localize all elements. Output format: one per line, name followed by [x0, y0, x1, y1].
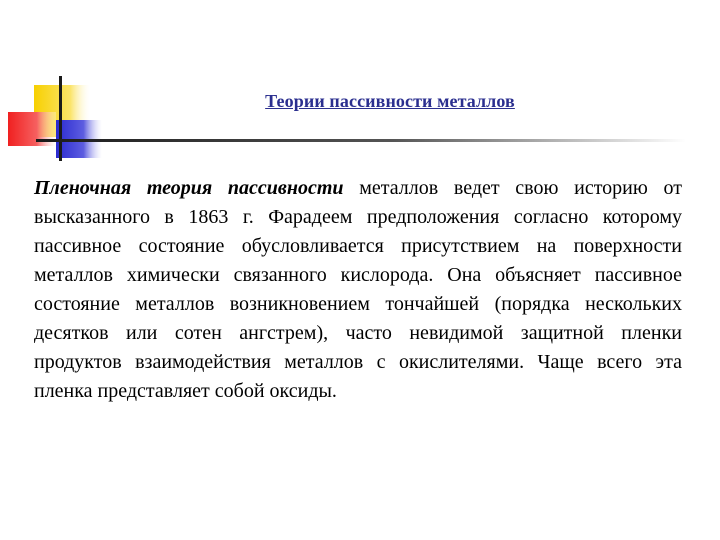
- paragraph-term: Пленочная теория пассивности: [34, 177, 344, 199]
- paragraph-rest: металлов ведет свою историю от высказанного в 1863 г. Фарадеем предположения согласно которому пассивное состояние обусловливается присутствием на поверхности металлов химически связанного кислорода. Она объясняет пассивное состояние металлов возникновением тончайшей (порядка нескольких десятков или сотен ангстрем), часто невидимой защитной пленки продуктов взаимодействия металлов с окислителями. Чаще всего эта пленка представляет собой оксиды.: [34, 177, 682, 402]
- vertical-line: [59, 76, 62, 161]
- body-paragraph: [34, 174, 682, 406]
- horizontal-rule: [36, 139, 686, 142]
- decorative-squares-logo: [0, 0, 720, 170]
- page-title: Теории пассивности металлов: [265, 91, 515, 111]
